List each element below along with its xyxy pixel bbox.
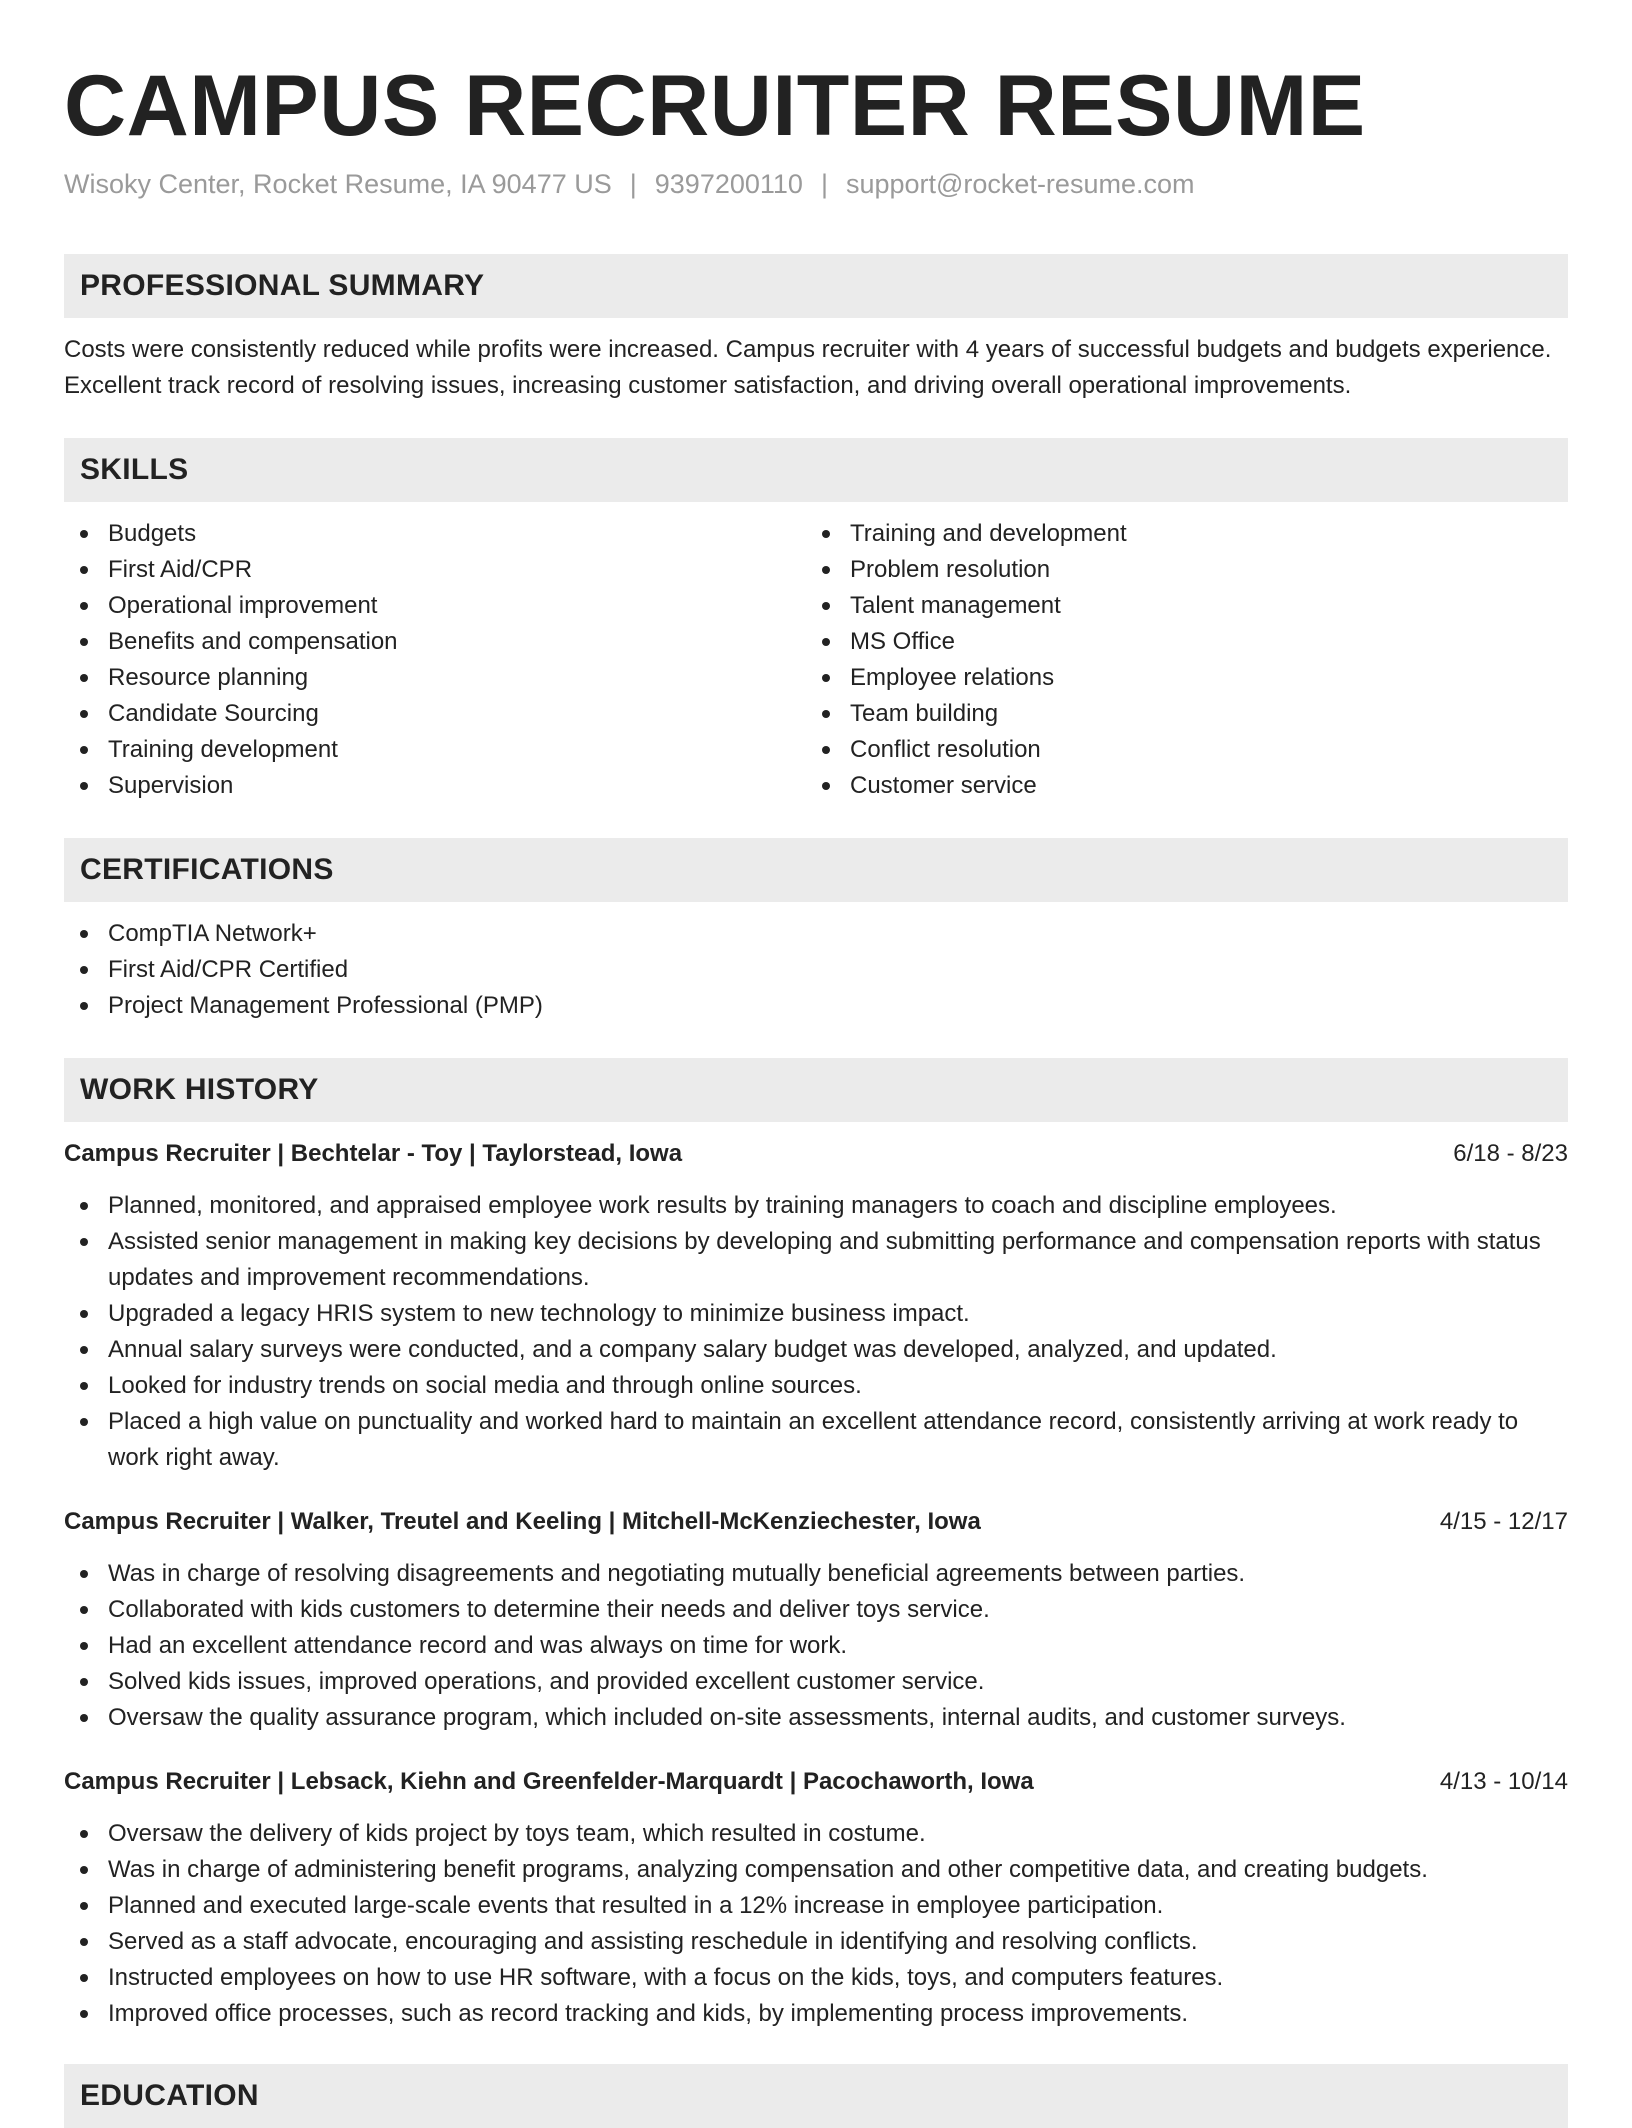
contact-line bbox=[64, 166, 1568, 202]
skills-column-left bbox=[64, 516, 806, 804]
job-duty-item: Instructed employees on how to use HR software, with a focus on the kids, toys, and computers features. bbox=[64, 1960, 1568, 1996]
skill-item: Problem resolution bbox=[806, 552, 1548, 588]
job-duty-item: Improved office processes, such as record tracking and kids, by implementing process improvements. bbox=[64, 1996, 1568, 2032]
job-duty-item: Upgraded a legacy HRIS system to new technology to minimize business impact. bbox=[64, 1296, 1568, 1332]
certification-item: Project Management Professional (PMP) bbox=[64, 988, 1568, 1024]
certification-item: First Aid/CPR Certified bbox=[64, 952, 1568, 988]
skill-item: Supervision bbox=[64, 768, 806, 804]
job-duty-item: Oversaw the quality assurance program, which included on-site assessments, internal audits, and customer surveys. bbox=[64, 1700, 1568, 1736]
job-header bbox=[64, 1764, 1568, 1800]
skills-column-right bbox=[806, 516, 1548, 804]
skill-item: Benefits and compensation bbox=[64, 624, 806, 660]
job-duty-item: Planned, monitored, and appraised employee work results by training managers to coach and discipline employees. bbox=[64, 1188, 1568, 1224]
skill-item: Resource planning bbox=[64, 660, 806, 696]
skill-item: Budgets bbox=[64, 516, 806, 552]
job-header bbox=[64, 1136, 1568, 1172]
job-duty-item: Was in charge of administering benefit programs, analyzing compensation and other competitive data, and creating budgets. bbox=[64, 1852, 1568, 1888]
skill-item: Employee relations bbox=[806, 660, 1548, 696]
work-history-list bbox=[64, 1136, 1568, 2032]
job-duty-item: Had an excellent attendance record and was always on time for work. bbox=[64, 1628, 1568, 1664]
skill-item: MS Office bbox=[806, 624, 1548, 660]
resume-title: CAMPUS RECRUITER RESUME bbox=[64, 58, 1366, 154]
skill-item: Conflict resolution bbox=[806, 732, 1548, 768]
job-duty-item: Oversaw the delivery of kids project by toys team, which resulted in costume. bbox=[64, 1816, 1568, 1852]
job-duty-item: Placed a high value on punctuality and worked hard to maintain an excellent attendance record, consistently arriving at work ready to work right away. bbox=[64, 1404, 1568, 1476]
section-header-summary: PROFESSIONAL SUMMARY bbox=[64, 254, 1568, 318]
job-duties-list bbox=[64, 1556, 1568, 1736]
job-header bbox=[64, 1504, 1568, 1540]
contact-phone: 9397200110 bbox=[654, 169, 803, 199]
skills-grid bbox=[64, 516, 1568, 804]
contact-separator: | bbox=[820, 169, 828, 199]
job-duty-item: Served as a staff advocate, encouraging and assisting reschedule in identifying and resolving conflicts. bbox=[64, 1924, 1568, 1960]
skill-item: Training and development bbox=[806, 516, 1548, 552]
job-dates: 4/13 - 10/14 bbox=[1439, 1768, 1568, 1795]
job-duty-item: Annual salary surveys were conducted, and a company salary budget was developed, analyzed, and updated. bbox=[64, 1332, 1568, 1368]
skill-item: Team building bbox=[806, 696, 1548, 732]
resume-page bbox=[64, 0, 1568, 2128]
job-duty-item: Assisted senior management in making key decisions by developing and submitting performance and compensation reports with status updates and improvement recommendations. bbox=[64, 1224, 1568, 1296]
job-dates: 6/18 - 8/23 bbox=[1453, 1140, 1568, 1167]
job-duty-item: Collaborated with kids customers to determine their needs and deliver toys service. bbox=[64, 1592, 1568, 1628]
job-title: Campus Recruiter | Bechtelar - Toy | Taylorstead, Iowa bbox=[64, 1140, 683, 1167]
section-header-skills: SKILLS bbox=[64, 438, 1568, 502]
job-duties-list bbox=[64, 1188, 1568, 1476]
job-title: Campus Recruiter | Lebsack, Kiehn and Greenfelder-Marquardt | Pacochaworth, Iowa bbox=[64, 1768, 1034, 1795]
job-entry bbox=[64, 1764, 1568, 2032]
skill-item: First Aid/CPR bbox=[64, 552, 806, 588]
contact-email[interactable]: support@rocket-resume.com bbox=[845, 169, 1195, 199]
section-header-education: EDUCATION bbox=[64, 2064, 1568, 2128]
certification-item: CompTIA Network+ bbox=[64, 916, 1568, 952]
job-entry bbox=[64, 1504, 1568, 1736]
contact-separator: | bbox=[629, 169, 637, 199]
section-header-certifications: CERTIFICATIONS bbox=[64, 838, 1568, 902]
skill-item: Talent management bbox=[806, 588, 1548, 624]
job-duty-item: Solved kids issues, improved operations, and provided excellent customer service. bbox=[64, 1664, 1568, 1700]
skill-item: Training development bbox=[64, 732, 806, 768]
contact-address: Wisoky Center, Rocket Resume, IA 90477 US bbox=[64, 169, 612, 199]
certifications-list bbox=[64, 916, 1568, 1024]
summary-text: Costs were consistently reduced while profits were increased. Campus recruiter with 4 years of successful budgets and budgets experience. Excellent track record of resolving issues, increasing customer satisfaction, and driving overall operational improvements. bbox=[64, 336, 1552, 399]
skill-item: Operational improvement bbox=[64, 588, 806, 624]
job-duties-list bbox=[64, 1816, 1568, 2032]
skill-item: Candidate Sourcing bbox=[64, 696, 806, 732]
job-entry bbox=[64, 1136, 1568, 1476]
section-header-work-history: WORK HISTORY bbox=[64, 1058, 1568, 1122]
job-duty-item: Looked for industry trends on social media and through online sources. bbox=[64, 1368, 1568, 1404]
job-title: Campus Recruiter | Walker, Treutel and Keeling | Mitchell-McKenziechester, Iowa bbox=[64, 1508, 981, 1535]
job-duty-item: Was in charge of resolving disagreements and negotiating mutually beneficial agreements between parties. bbox=[64, 1556, 1568, 1592]
job-dates: 4/15 - 12/17 bbox=[1439, 1508, 1568, 1535]
job-duty-item: Planned and executed large-scale events that resulted in a 12% increase in employee participation. bbox=[64, 1888, 1568, 1924]
skill-item: Customer service bbox=[806, 768, 1548, 804]
